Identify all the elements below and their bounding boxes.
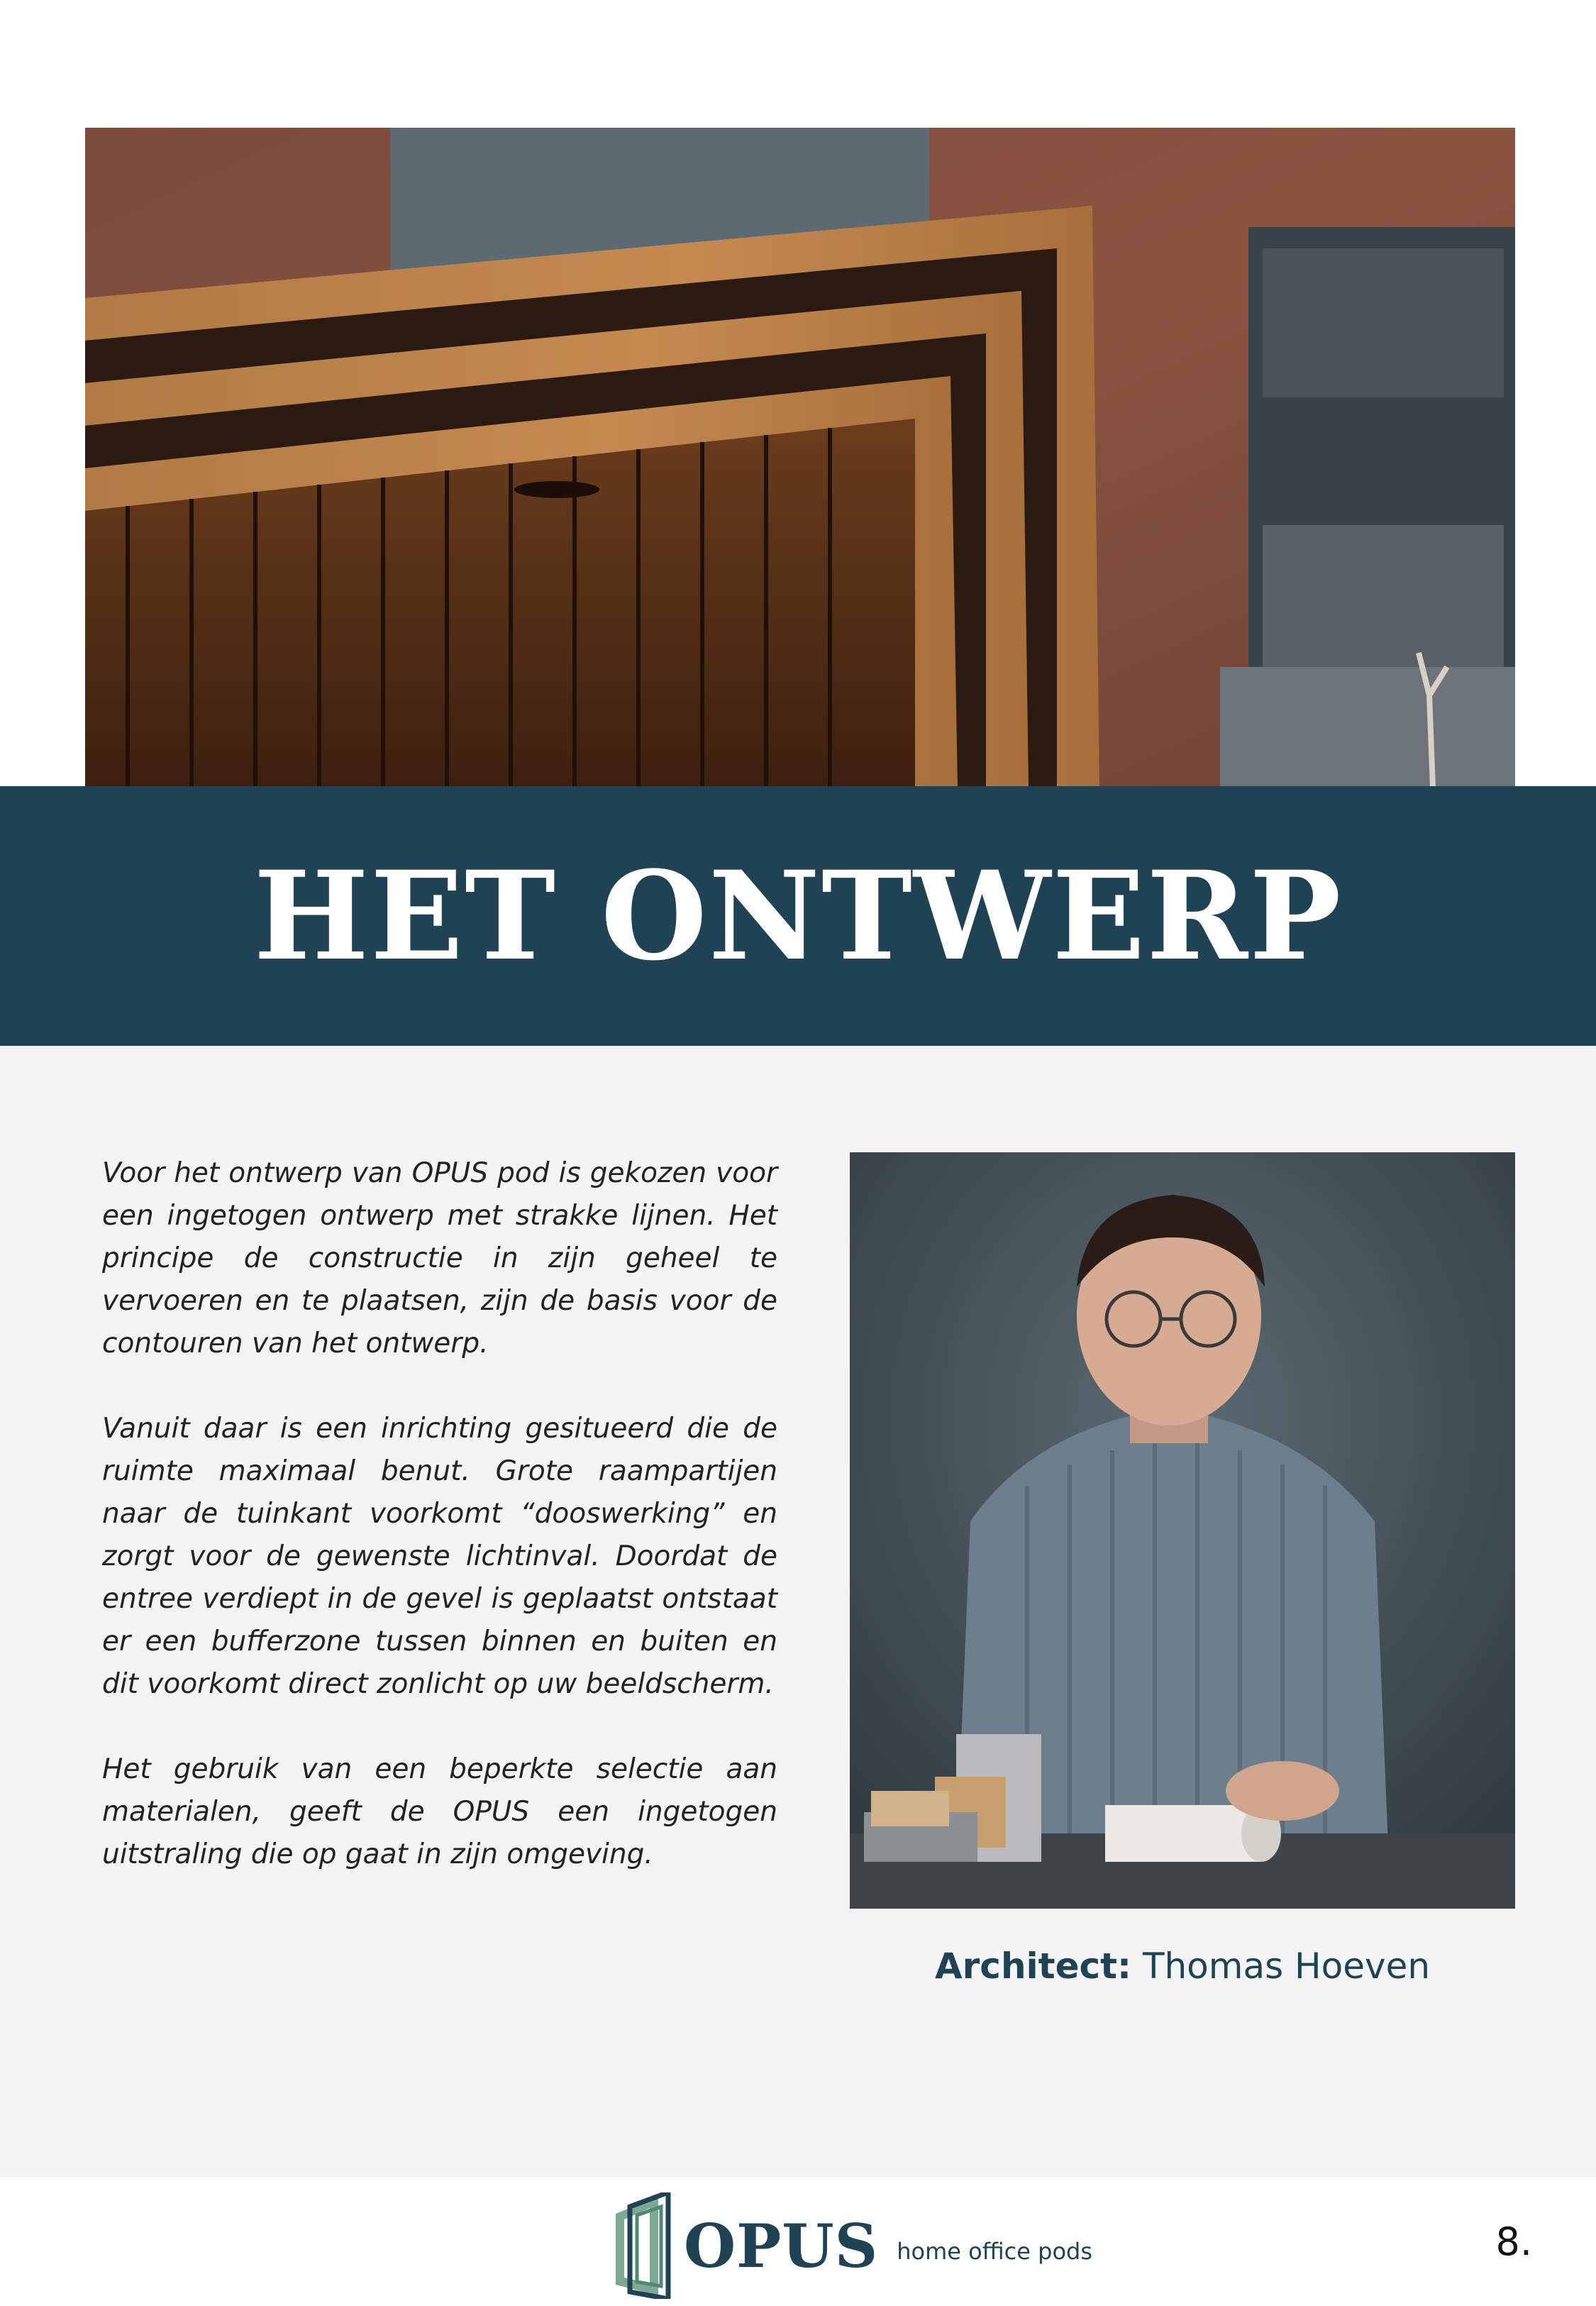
page-title: HET ONTWERP [253, 844, 1343, 988]
architect-caption [850, 1946, 1515, 1987]
caption-label: Architect: [934, 1946, 1132, 1987]
architect-name: Thomas Hoeven [1142, 1946, 1431, 1987]
body-paragraph-2: Vanuit daar is een inrichting gesitueerd die de ruimte maximaal benut. Grote raampartijen naar de tuinkant voorkomt “dooswerking” en zorgt voor de gewenste lichtinval. Doordat de entree verdiept in de gevel is geplaatst ontstaat er een bufferzone tussen binnen en buiten en dit voorkomt direct zonlicht op uw beeldscherm. [102, 1413, 777, 1700]
body-paragraph-3: Het gebruik van een beperkte selectie aan materialen, geeft de OPUS een ingetogen uitstraling die op gaat in zijn omgeving. [102, 1753, 777, 1870]
logo-wordmark: OPUS [684, 2210, 879, 2281]
footer [0, 2177, 1596, 2306]
architect-portrait [850, 1152, 1515, 1909]
title-band [0, 786, 1596, 1046]
logo-tagline: home office pods [897, 2238, 1092, 2265]
body-text [102, 1152, 777, 1919]
body-paragraph-1: Voor het ontwerp van OPUS pod is gekozen voor een ingetogen ontwerp met strakke lijnen. Het principe de constructie in zijn geheel te vervoeren en te plaatsen, zijn de basis voor de contouren van het ontwerp. [102, 1157, 777, 1359]
content-section [0, 1046, 1596, 2177]
opus-logo [609, 2192, 1092, 2299]
page-number: 8. [1495, 2219, 1532, 2264]
wooden-pod-photo-icon [85, 128, 1515, 788]
opus-door-logo-icon [609, 2192, 674, 2299]
hero-photo [85, 128, 1515, 788]
architect-portrait-photo-icon [850, 1152, 1515, 1909]
